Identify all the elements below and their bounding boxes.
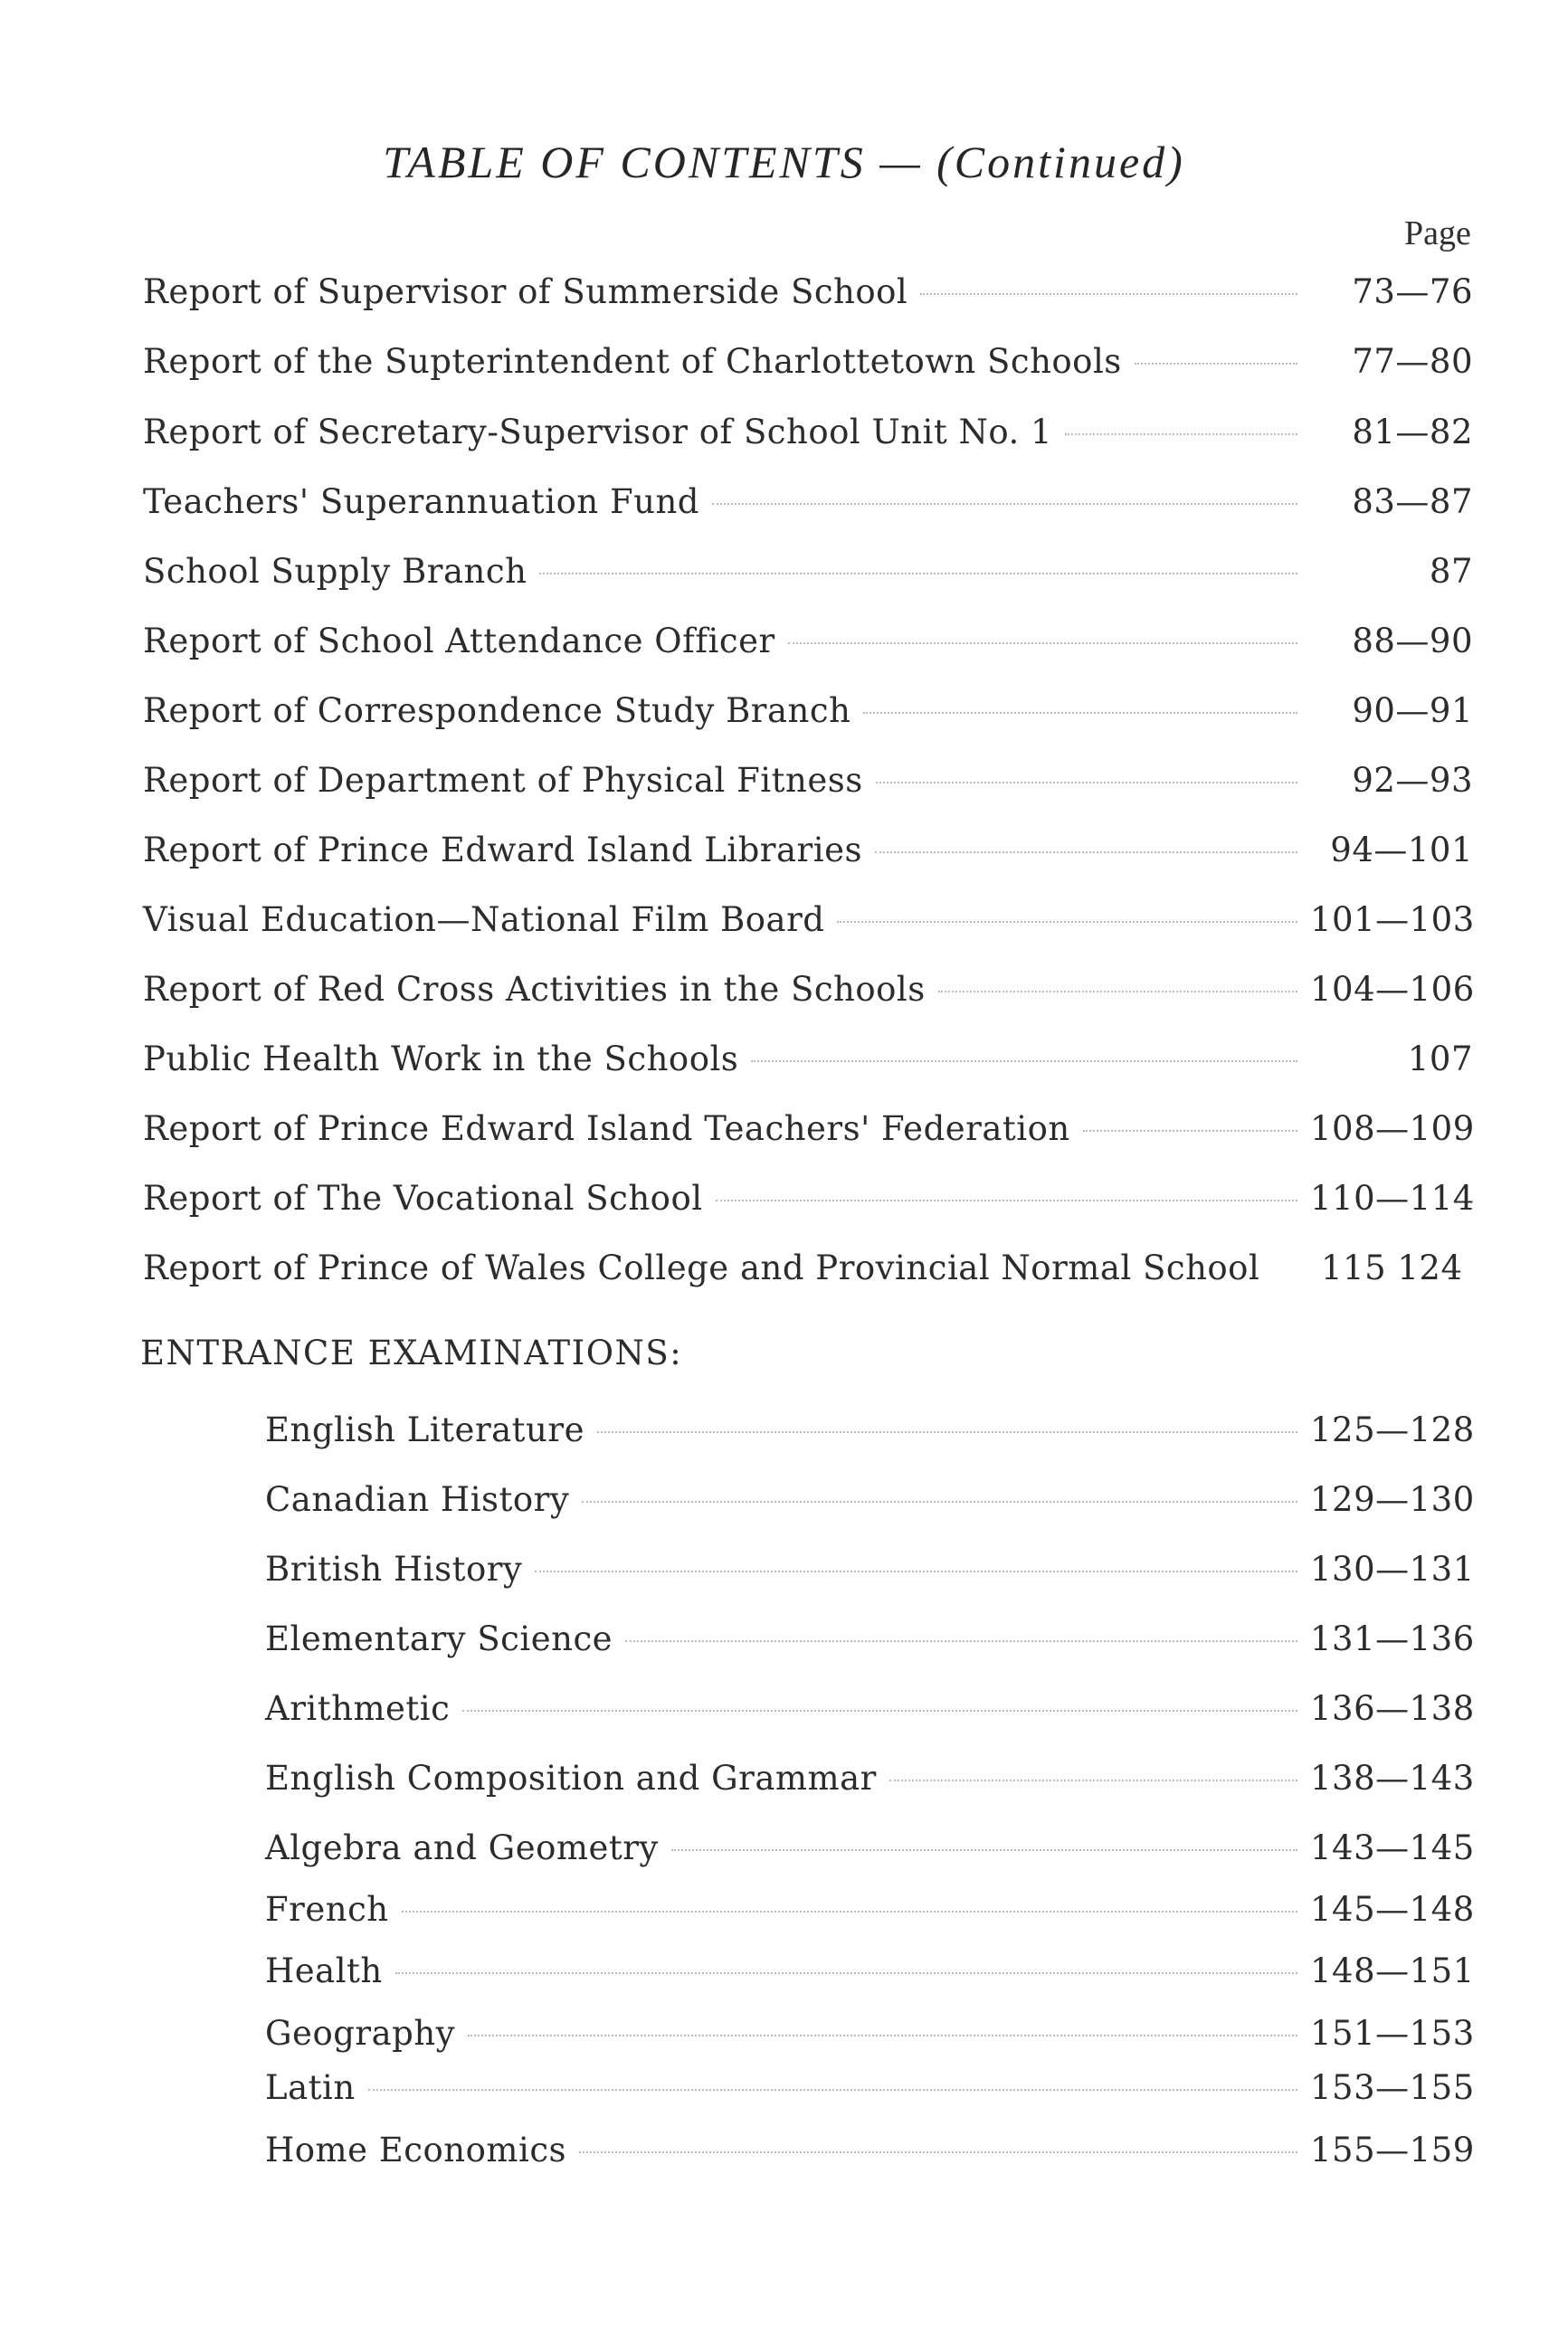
toc-subentry-pages: 143—145 bbox=[1310, 1828, 1475, 1867]
toc-entry-title: Visual Education—National Film Board bbox=[143, 900, 825, 939]
toc-entry-title: Report of Prince of Wales College and Provincial Normal School bbox=[143, 1248, 1260, 1287]
dot-leader bbox=[751, 1060, 1297, 1062]
toc-subentry-title: Geography bbox=[265, 2014, 456, 2053]
toc-entry-pages: 92—93 bbox=[1352, 761, 1473, 800]
page-column-label: Page bbox=[1404, 214, 1471, 252]
toc-entry bbox=[143, 267, 1473, 318]
toc-subentry-title: English Composition and Grammar bbox=[265, 1759, 877, 1798]
dot-leader bbox=[788, 642, 1297, 644]
dot-leader bbox=[671, 1849, 1297, 1851]
toc-subentry bbox=[265, 1475, 1473, 1525]
toc-entry-pages: 110—114 bbox=[1310, 1179, 1475, 1218]
toc-subentry-pages: 155—159 bbox=[1310, 2131, 1475, 2169]
dot-leader bbox=[712, 503, 1297, 505]
dot-leader bbox=[1135, 363, 1297, 365]
dot-leader bbox=[938, 991, 1297, 992]
dot-leader bbox=[863, 712, 1297, 714]
page-title: TABLE OF CONTENTS — (Continued) bbox=[383, 137, 1185, 187]
toc-entry-pages: 94—101 bbox=[1330, 831, 1473, 869]
dot-leader bbox=[1083, 1130, 1297, 1132]
toc-subentry-title: Latin bbox=[265, 2068, 356, 2107]
toc-entry bbox=[143, 964, 1473, 1015]
toc-subentry bbox=[265, 1946, 1473, 1997]
toc-entry bbox=[143, 546, 1473, 597]
toc-entry-title: Report of Supervisor of Summerside School bbox=[143, 272, 908, 311]
toc-entry-title: Report of Prince Edward Island Libraries bbox=[143, 831, 862, 869]
toc-subentry bbox=[265, 1405, 1473, 1456]
toc-entry bbox=[143, 477, 1473, 527]
dot-leader bbox=[1065, 433, 1297, 435]
toc-subentry-pages: 151—153 bbox=[1310, 2014, 1475, 2053]
toc-entry bbox=[143, 407, 1473, 458]
dot-leader bbox=[468, 2035, 1297, 2036]
dot-leader bbox=[402, 1911, 1297, 1913]
toc-subentry-title: Canadian History bbox=[265, 1480, 570, 1519]
toc-entry-title: Report of the Supterintendent of Charlottetown Schools bbox=[143, 342, 1122, 381]
toc-entry-pages: 90—91 bbox=[1352, 691, 1473, 730]
toc-entry-pages: 115 124 bbox=[1321, 1248, 1463, 1287]
toc-entry-title: School Supply Branch bbox=[143, 552, 527, 591]
dot-leader bbox=[368, 2089, 1297, 2091]
toc-entry-title: Report of The Vocational School bbox=[143, 1179, 703, 1218]
toc-entry-pages: 88—90 bbox=[1352, 622, 1473, 660]
toc-entry bbox=[143, 686, 1473, 736]
toc-subentry bbox=[265, 1823, 1473, 1874]
dot-leader bbox=[920, 293, 1297, 295]
toc-subentry-title: French bbox=[265, 1890, 389, 1929]
toc-subentry-pages: 145—148 bbox=[1310, 1890, 1475, 1929]
toc-entry-pages: 83—87 bbox=[1352, 482, 1473, 521]
toc-subentry bbox=[265, 1614, 1473, 1665]
toc-subentry-title: English Literature bbox=[265, 1410, 584, 1449]
toc-entry-title: Report of School Attendance Officer bbox=[143, 622, 775, 660]
toc-entry-title: Report of Prince Edward Island Teachers' Federation bbox=[143, 1109, 1070, 1148]
toc-subentry bbox=[265, 1544, 1473, 1595]
toc-subentry-pages: 131—136 bbox=[1310, 1619, 1475, 1658]
toc-entry-pages: 77—80 bbox=[1352, 342, 1473, 381]
toc-entry bbox=[143, 755, 1473, 806]
dot-leader bbox=[597, 1431, 1297, 1433]
dot-leader bbox=[837, 921, 1297, 923]
toc-subentry-pages: 138—143 bbox=[1310, 1759, 1475, 1798]
dot-leader bbox=[462, 1710, 1297, 1712]
toc-subentry-pages: 129—130 bbox=[1310, 1480, 1475, 1519]
dot-leader bbox=[889, 1780, 1297, 1781]
toc-subentry bbox=[265, 2125, 1473, 2176]
toc-subentry-title: Health bbox=[265, 1951, 383, 1990]
toc-entry-title: Public Health Work in the Schools bbox=[143, 1040, 739, 1078]
toc-entry-pages: 101—103 bbox=[1310, 900, 1475, 939]
toc-subentry-title: Arithmetic bbox=[265, 1689, 451, 1728]
toc-subentry bbox=[265, 2008, 1473, 2059]
toc-entry bbox=[143, 1104, 1473, 1154]
dot-leader bbox=[582, 1501, 1297, 1503]
toc-subentry bbox=[265, 2063, 1473, 2113]
dot-leader bbox=[625, 1640, 1297, 1642]
toc-subentry-title: Algebra and Geometry bbox=[265, 1828, 659, 1867]
toc-entry-pages: 107 bbox=[1407, 1040, 1473, 1078]
dot-leader bbox=[875, 851, 1297, 853]
toc-subentry-pages: 148—151 bbox=[1310, 1951, 1475, 1990]
toc-subentry bbox=[265, 1684, 1473, 1734]
dot-leader bbox=[539, 573, 1297, 574]
dot-leader bbox=[395, 1972, 1297, 1974]
dot-leader bbox=[716, 1200, 1297, 1201]
toc-entry-pages: 73—76 bbox=[1352, 272, 1473, 311]
toc-subentry-title: Home Economics bbox=[265, 2131, 567, 2169]
toc-entry bbox=[143, 825, 1473, 876]
toc-entry-pages: 104—106 bbox=[1310, 970, 1475, 1009]
toc-entry-title: Report of Red Cross Activities in the Schools bbox=[143, 970, 926, 1009]
toc-subentry bbox=[265, 1885, 1473, 1935]
toc-subentry-title: British History bbox=[265, 1550, 523, 1589]
toc-entry-pages: 81—82 bbox=[1352, 413, 1473, 451]
dot-leader bbox=[535, 1571, 1297, 1572]
toc-entry bbox=[143, 616, 1473, 667]
section-heading: ENTRANCE EXAMINATIONS: bbox=[140, 1334, 683, 1372]
toc-entry bbox=[143, 1243, 1473, 1294]
toc-entry-pages: 87 bbox=[1429, 552, 1473, 591]
toc-subentry bbox=[265, 1753, 1473, 1804]
toc-entry-title: Report of Department of Physical Fitness bbox=[143, 761, 863, 800]
toc-entry-title: Report of Correspondence Study Branch bbox=[143, 691, 851, 730]
toc-subentry-pages: 153—155 bbox=[1310, 2068, 1475, 2107]
toc-subentry-title: Elementary Science bbox=[265, 1619, 613, 1658]
toc-entry-title: Report of Secretary-Supervisor of School Unit No. 1 bbox=[143, 413, 1053, 451]
toc-entry bbox=[143, 1034, 1473, 1085]
toc-subentry-pages: 130—131 bbox=[1310, 1550, 1475, 1589]
toc-subentry-pages: 125—128 bbox=[1310, 1410, 1475, 1449]
toc-entry bbox=[143, 1173, 1473, 1224]
toc-subentry-pages: 136—138 bbox=[1310, 1689, 1475, 1728]
dot-leader bbox=[876, 782, 1297, 783]
toc-entry bbox=[143, 895, 1473, 945]
dot-leader bbox=[579, 2151, 1297, 2153]
toc-entry-title: Teachers' Superannuation Fund bbox=[143, 482, 699, 521]
toc-entry-pages: 108—109 bbox=[1310, 1109, 1475, 1148]
toc-entry bbox=[143, 337, 1473, 387]
